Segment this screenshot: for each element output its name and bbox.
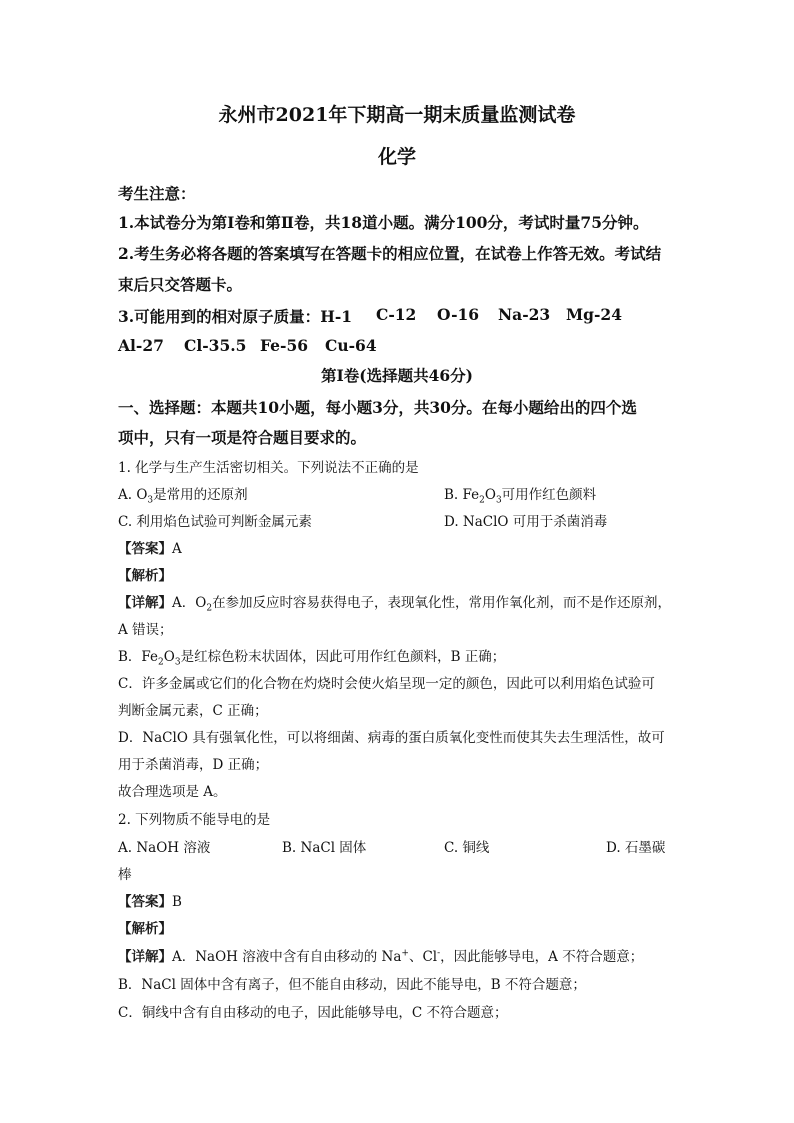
mass-c: C-12 <box>376 305 417 324</box>
q2-answer: 【答案】B <box>118 894 182 910</box>
answer-tag: 【答案】 <box>118 894 172 910</box>
exam-title: 永州市2021年下期高一期末质量监测试卷 <box>218 104 576 126</box>
q2-detail-c: C．铜线中含有自由移动的电子，因此能够导电，C 不符合题意； <box>118 1005 508 1021</box>
mass-mg: Mg-24 <box>566 305 622 324</box>
atomic-mass-row-1 <box>118 305 622 327</box>
q2-option-b: B. NaCl 固体 <box>282 840 367 856</box>
notice-item-1: 1.本试卷分为第Ⅰ卷和第Ⅱ卷，共18道小题。满分100分，考试时量75分钟。 <box>118 213 649 232</box>
mass-o: O-16 <box>437 305 480 324</box>
q2-detail-a: 【详解】A．NaOH 溶液中含有自由移动的 Na+、Cl-，因此能够导电，A 不符合题意； <box>118 948 644 965</box>
mass-cu: Cu-64 <box>325 336 377 355</box>
notice-heading: 考生注意： <box>118 184 196 203</box>
section-1-instruction-1: 一、选择题：本题共10小题，每小题3分，共30分。在每小题给出的四个选 <box>118 398 637 417</box>
q1-detail-d-2: 用于杀菌消毒，D 正确； <box>118 757 269 773</box>
atomic-mass-row-2 <box>118 336 377 355</box>
section-1-instruction-2: 项中，只有一项是符合题目要求的。 <box>118 428 367 447</box>
q2-option-d-cont: 棒 <box>118 867 132 883</box>
notice-item-2-cont: 束后只交答题卡。 <box>118 275 243 294</box>
notice-item-2: 2.考生务必将各题的答案填写在答题卡的相应位置，在试卷上作答无效。考试结 <box>118 244 662 263</box>
q1-detail-b: B．$Fe_2O_3$是红棕色粉末状固体，因此可用作红色颜料，B 正确； <box>118 649 506 668</box>
atomic-mass-label: 3.可能用到的相对原子质量： <box>118 307 321 326</box>
q1-option-d: D. NaClO 可用于杀菌消毒 <box>444 514 608 530</box>
subject-title: 化学 <box>377 146 416 168</box>
q1-detail-c-1: C．许多金属或它们的化合物在灼烧时会使火焰呈现一定的颜色，因此可以利用焰色试验可 <box>118 676 655 692</box>
mass-al: Al-27 <box>118 336 164 355</box>
q1-detail-a-cont: A 错误； <box>118 622 173 638</box>
mass-h: H-1 <box>320 307 353 326</box>
q1-conclusion: 故合理选项是 A。 <box>118 784 227 800</box>
mass-na: Na-23 <box>498 305 551 324</box>
q1-analysis-tag: 【解析】 <box>118 568 172 584</box>
q1-detail-a: 【详解】A．$O_2$在参加反应时容易获得电子，表现氧化性，常用作氧化剂，而不是作还原剂， <box>118 595 672 614</box>
q1-stem: 1. 化学与生产生活密切相关。下列说法不正确的是 <box>118 460 419 476</box>
mass-cl: Cl-35.5 <box>184 336 247 355</box>
q2-stem: 2. 下列物质不能导电的是 <box>118 812 271 828</box>
q1-option-a: A. $O_3$是常用的还原剂 <box>118 487 248 506</box>
q2-option-a: A. NaOH 溶液 <box>118 840 211 856</box>
q2-option-c: C. 铜线 <box>444 840 490 856</box>
answer-tag: 【答案】 <box>118 541 172 557</box>
q2-option-d: D. 石墨碳 <box>606 840 666 856</box>
q1-detail-d-1: D．NaClO 具有强氧化性，可以将细菌、病毒的蛋白质氧化变性而使其失去生理活性，故可 <box>118 730 665 746</box>
q1-option-b: B. $Fe_2O_3$可用作红色颜料 <box>444 487 597 506</box>
q2-analysis-tag: 【解析】 <box>118 921 172 937</box>
q1-detail-c-2: 判断金属元素，C 正确； <box>118 703 268 719</box>
q2-detail-b: B．NaCl 固体中含有离子，但不能自由移动，因此不能导电，B 不符合题意； <box>118 977 586 993</box>
q1-option-c: C. 利用焰色试验可判断金属元素 <box>118 514 312 530</box>
section-1-title: 第Ⅰ卷(选择题共46分) <box>321 366 473 385</box>
mass-fe: Fe-56 <box>260 336 309 355</box>
q1-answer: 【答案】A <box>118 541 182 557</box>
